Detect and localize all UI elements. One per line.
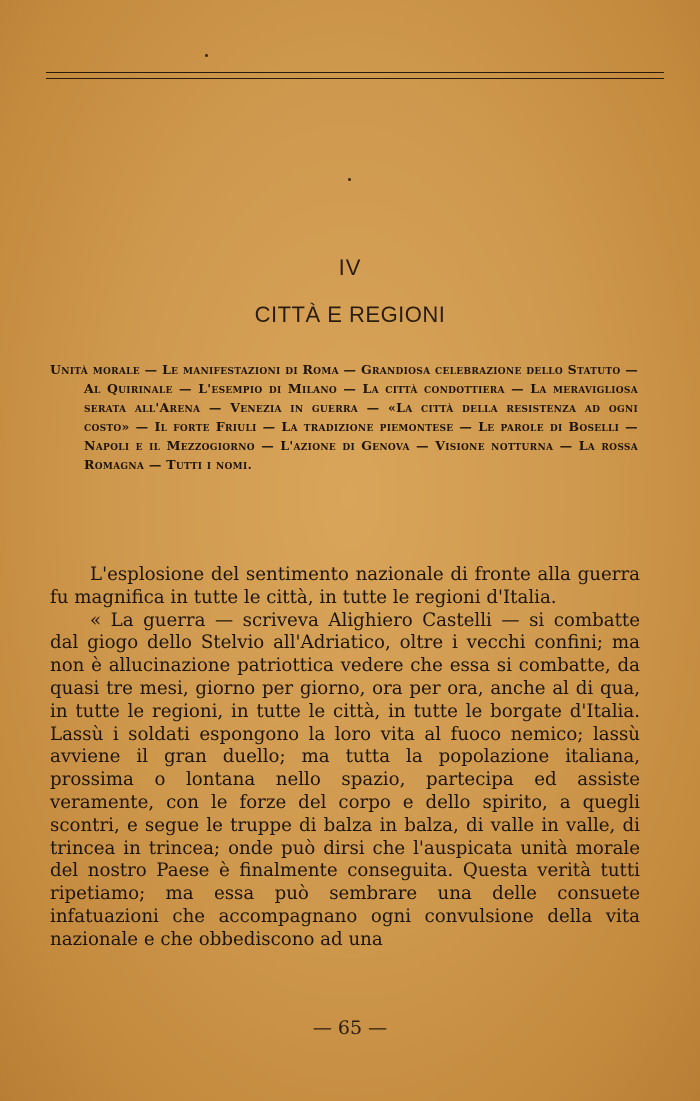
paragraph-1: L'esplosione del sentimento nazionale di fronte alla guerra fu magnifica in tutte le città, in tutte le regioni d'Italia. <box>50 564 640 608</box>
body-text <box>50 564 640 952</box>
header-rule-bottom <box>46 78 664 79</box>
chapter-title: CITTÀ E REGIONI <box>254 302 446 327</box>
paragraph-2: « La guerra — scriveva Alighiero Castelli — si combatte dal giogo dello Stelvio all'Adriatico, oltre i vecchi confini; ma non è allucinazione patriottica vedere che essa si combatte, da quasi tre mesi, giorno per giorno, ora per ora, anche al di qua, in tutte le regioni, in tutte le città, in tutte le borgate d'Italia. Lassù i soldati espongono la loro vita al fuoco nemico; lassù avviene il gran duello; ma tutta la popolazione italiana, prossima o lontana nello spazio, partecipa ed assiste veramente, con le forze del corpo e dello spirito, a quegli scontri, e segue le truppe di balza in balza, di valle in valle, di trincea in trincea; onde può dirsi che l'auspicata unità morale del nostro Paese è finalmente conseguita. Questa verità tutti ripetiamo; ma essa può sembrare una delle consuete infatuazioni che accompagnano ogni convulsione della vita nazionale e che obbediscono ad una <box>50 609 640 950</box>
ink-speck <box>348 178 351 181</box>
chapter-number: IV <box>338 255 362 280</box>
header-rule-top <box>46 72 664 73</box>
page-number: — 65 — <box>312 1017 388 1039</box>
chapter-summary <box>50 360 638 474</box>
ink-speck <box>205 54 208 57</box>
chapter-summary-text: Unità morale — Le manifestazioni di Roma — Grandiosa celebrazione dello Statuto — Al Quirinale — L'esempio di Milano — La città condottiera — La meravigliosa serata all'Arena — Venezia in guerra — «La città della resistenza ad ogni costo» — Il forte Friuli — La tradizione piemontese — Le parole di Boselli — Napoli e il Mezzogiorno — L'azione di Genova — Visione notturna — La rossa Romagna — Tutti i nomi. <box>50 362 638 472</box>
